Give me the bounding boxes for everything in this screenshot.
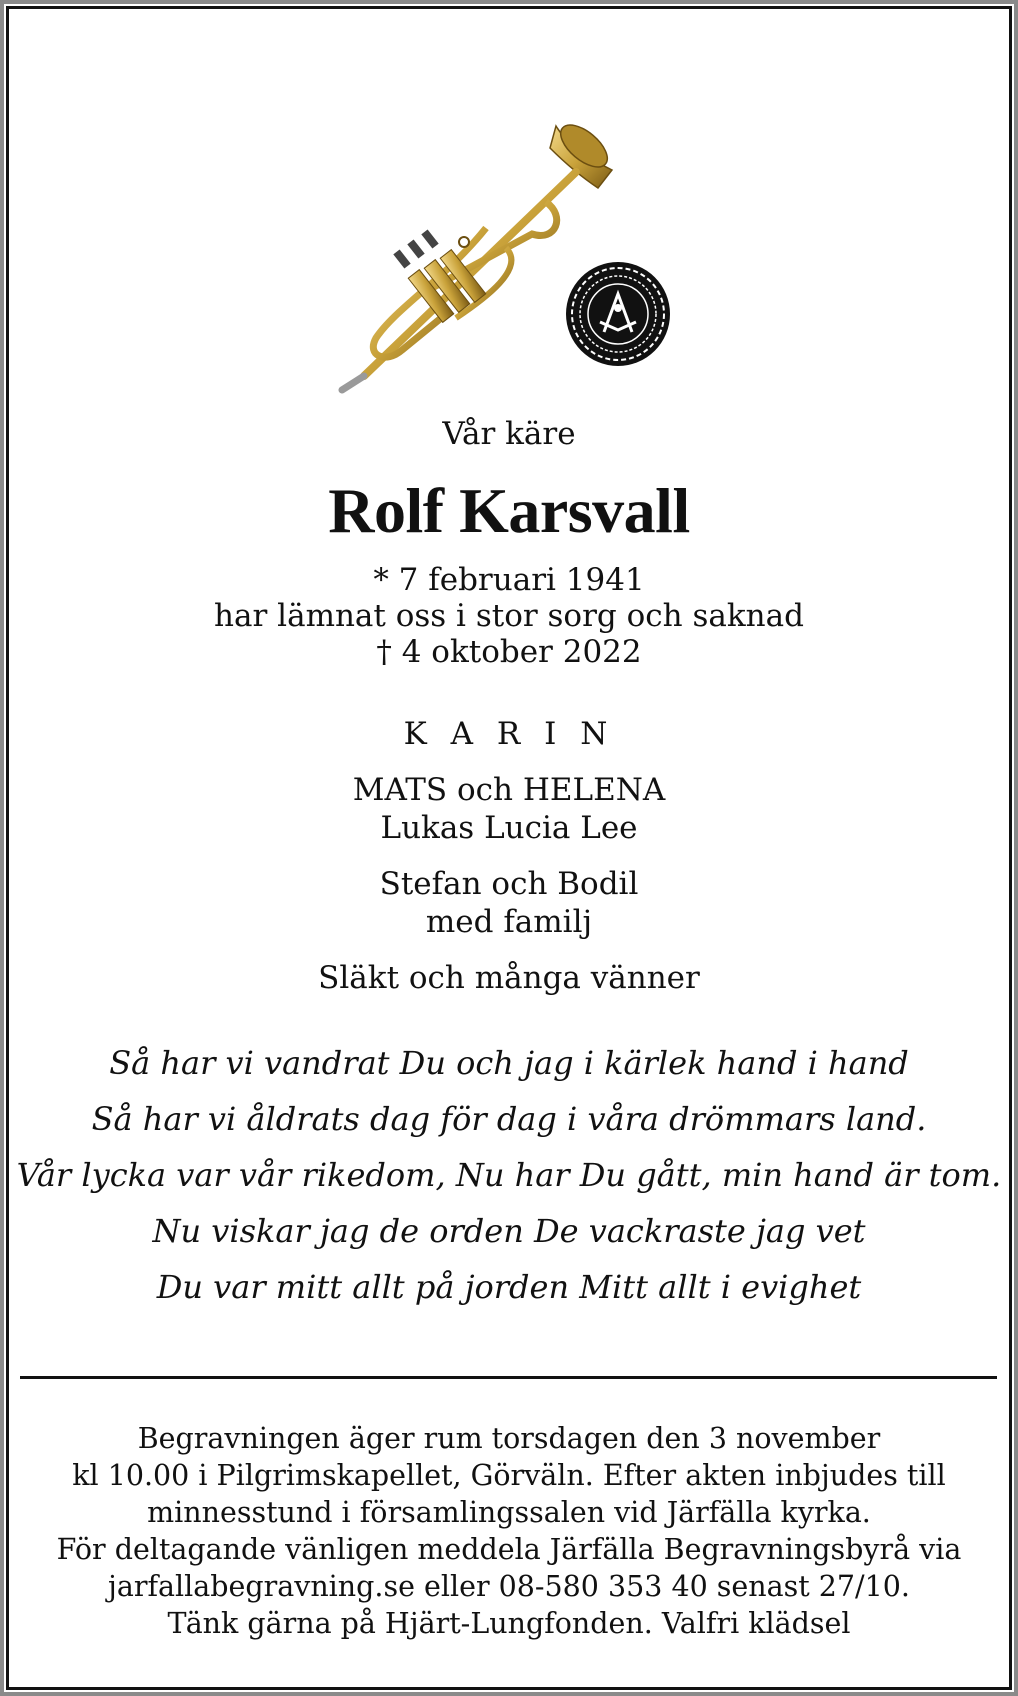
poem-line: Du var mitt allt på jorden Mitt allt i evighet: [156, 1268, 862, 1306]
funeral-info-line: jarfallabegravning.se eller 08-580 353 40 senast 27/10.: [108, 1570, 910, 1603]
deceased-name: Rolf Karsvall: [328, 475, 690, 546]
sorrow-line: har lämnat oss i stor sorg och saknad: [214, 598, 804, 634]
poem-line: Vår lycka var vår rikedom, Nu har Du gått, min hand är tom.: [16, 1156, 1002, 1194]
death-date: † 4 oktober 2022: [376, 634, 642, 670]
mourner-family1-line2: Lukas Lucia Lee: [380, 810, 638, 846]
funeral-info-line: Tänk gärna på Hjärt-Lungfonden. Valfri klädsel: [167, 1607, 851, 1640]
poem-line: Så har vi åldrats dag för dag i våra drömmars land.: [91, 1100, 927, 1138]
poem-line: Så har vi vandrat Du och jag i kärlek hand i hand: [109, 1044, 909, 1082]
masonic-emblem-icon: [564, 260, 672, 368]
mourner-family2-line1: Stefan och Bodil: [379, 866, 639, 902]
funeral-info-line: Begravningen äger rum torsdagen den 3 november: [137, 1422, 881, 1455]
birth-date: * 7 februari 1941: [373, 562, 645, 598]
funeral-info-line: minnesstund i församlingssalen vid Järfälla kyrka.: [147, 1496, 871, 1529]
funeral-info-line: kl 10.00 i Pilgrimskapellet, Görväln. Efter akten inbjudes till: [72, 1459, 946, 1492]
mourner-wife: K A R I N: [403, 716, 615, 752]
mourner-others: Släkt och många vänner: [318, 960, 700, 996]
divider: [20, 1376, 997, 1379]
poem-line: Nu viskar jag de orden De vackraste jag vet: [152, 1212, 866, 1250]
mourner-family2-line2: med familj: [425, 904, 593, 940]
intro-text: Vår käre: [442, 416, 576, 452]
mourner-family1-line1: MATS och HELENA: [352, 772, 666, 808]
funeral-info-line: För deltagande vänligen meddela Järfälla Begravningsbyrå via: [56, 1533, 962, 1566]
